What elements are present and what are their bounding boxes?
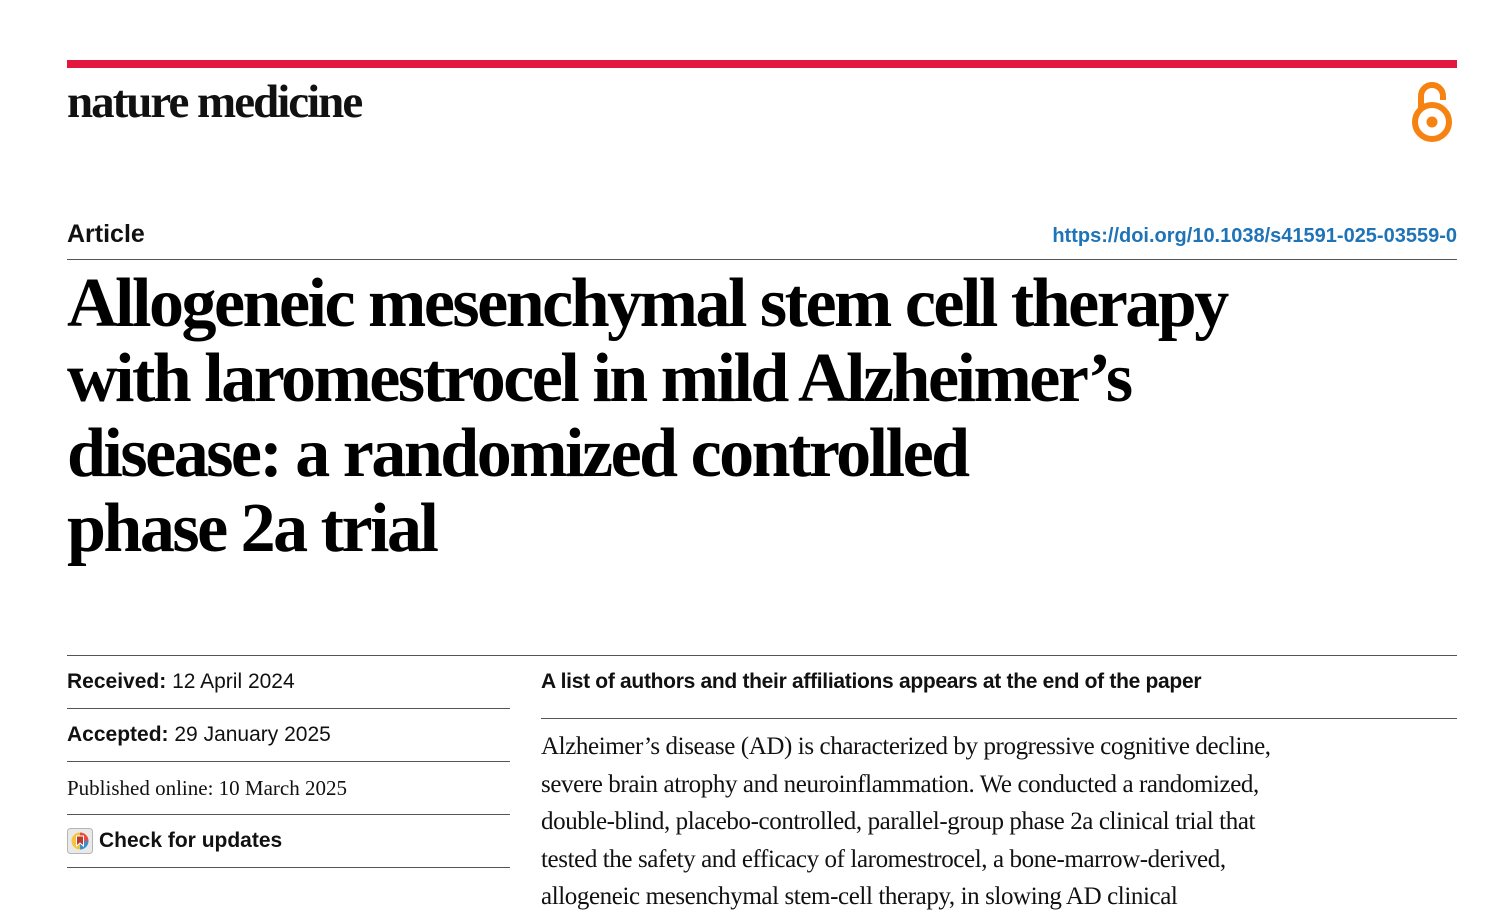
- title-line: Allogeneic mesenchymal stem cell therapy: [67, 265, 1227, 342]
- received-label: Received:: [67, 670, 167, 693]
- abstract-divider: [541, 718, 1457, 719]
- abstract-line: tested the safety and efficacy of laromestrocel, a bone-marrow-derived,: [541, 845, 1226, 873]
- published-value: 10 March 2025: [218, 775, 347, 800]
- article-type: Article: [67, 220, 145, 248]
- title-line: with laromestrocel in mild Alzheimer’s: [67, 340, 1131, 417]
- abstract-line: double-blind, placebo-controlled, parallel-group phase 2a clinical trial that: [541, 808, 1256, 835]
- title-divider: [67, 259, 1457, 260]
- received-date: [67, 656, 510, 709]
- authors-note: A list of authors and their affiliations appears at the end of the paper: [541, 670, 1202, 693]
- doi-link[interactable]: https://doi.org/10.1038/s41591-025-03559-0: [1052, 225, 1457, 247]
- abstract: [541, 728, 1457, 916]
- published-date: [67, 762, 510, 815]
- published-label: Published online:: [67, 775, 214, 800]
- article-history: [67, 656, 510, 868]
- header-accent-rule: [67, 60, 1457, 68]
- received-value: 12 April 2024: [172, 670, 295, 693]
- check-for-updates-label: Check for updates: [99, 829, 283, 852]
- accepted-date: [67, 709, 510, 762]
- accepted-label: Accepted:: [67, 723, 169, 746]
- open-access-lock-icon: [1408, 76, 1456, 146]
- title-line: phase 2a trial: [67, 490, 437, 567]
- article-title: [67, 266, 1457, 566]
- accepted-value: 29 January 2025: [174, 723, 331, 746]
- check-for-updates-button[interactable]: [67, 815, 510, 868]
- title-line: disease: a randomized controlled: [67, 415, 968, 492]
- abstract-line: Alzheimer’s disease (AD) is characterized by progressive cognitive decline,: [541, 733, 1271, 760]
- abstract-line: allogeneic mesenchymal stem-cell therapy, in slowing AD clinical: [541, 883, 1178, 910]
- journal-name: nature medicine: [67, 76, 362, 128]
- check-for-updates-icon: [67, 828, 93, 854]
- abstract-line: severe brain atrophy and neuroinflammation. We conducted a randomized,: [541, 770, 1259, 798]
